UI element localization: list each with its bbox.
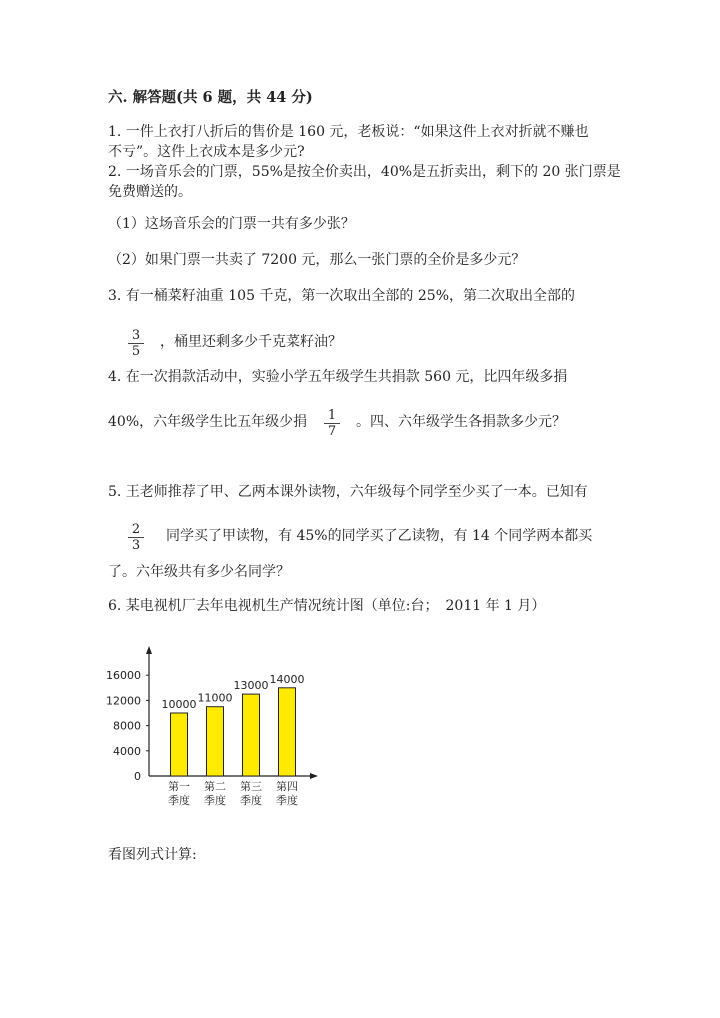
q2-sub1: （1）这场音乐会的门票一共有多少张？ (108, 216, 355, 232)
x-tick-label: 第二 (204, 780, 226, 793)
q4-fraction-denominator: 7 (327, 424, 337, 439)
bar-chart (100, 636, 340, 816)
bar-data-label: 11000 (197, 691, 233, 705)
section-title: 六. 解答题(共 6 题，共 44 分) (108, 89, 313, 106)
q6-line1: 6. 某电视机厂去年电视机生产情况统计图（单位:台； 2011 年 1 月） (108, 598, 546, 614)
y-axis-arrow (146, 646, 152, 654)
x-tick-label: 季度 (276, 794, 298, 807)
q4-line1: 4. 在一次捐款活动中，实验小学五年级学生共捐款 560 元，比四年级多捐 (108, 369, 568, 385)
x-axis-arrow (310, 773, 318, 779)
q3-fraction-numerator: 3 (128, 328, 144, 344)
x-tick-label: 季度 (168, 794, 190, 807)
y-tick-label: 12000 (106, 694, 141, 708)
bar (243, 694, 260, 776)
x-tick-label: 第一 (168, 780, 190, 793)
q5-line3: 了。六年级共有多少名同学？ (108, 564, 290, 580)
x-tick-label: 第三 (240, 780, 262, 793)
q5-line2: 同学买了甲读物，有 45%的同学买了乙读物，有 14 个同学两本都买 (166, 528, 593, 544)
y-tick-label: 4000 (113, 744, 141, 758)
q4-fraction (324, 408, 340, 439)
q1-line1: 1. 一件上衣打八折后的售价是 160 元，老板说：“如果这件上衣对折就不赚也 (108, 124, 589, 140)
q6-footer: 看图列式计算: (108, 847, 197, 863)
y-tick-label: 0 (134, 770, 141, 783)
q2-line2: 免费赠送的。 (108, 184, 192, 200)
q3-fraction-denominator: 5 (131, 344, 141, 359)
q5-fraction-denominator: 3 (131, 538, 141, 553)
q5-line1: 5. 王老师推荐了甲、乙两本课外读物，六年级每个同学至少买了一本。已知有 (108, 484, 588, 500)
bar-data-label: 14000 (269, 672, 305, 686)
q5-fraction (128, 522, 144, 553)
bar (207, 707, 224, 776)
q2-line1: 2. 一场音乐会的门票，55%是按全价卖出，40%是五折卖出，剩下的 20 张门票是 (108, 164, 621, 180)
x-tick-label: 第四 (276, 780, 298, 793)
q1-line2: 不亏”。这件上衣成本是多少元? (108, 144, 305, 160)
bar-data-label: 10000 (161, 698, 197, 711)
q5-fraction-numerator: 2 (128, 522, 144, 538)
q3-fraction (128, 328, 144, 359)
y-tick-label: 8000 (113, 719, 141, 733)
bar (279, 688, 296, 776)
q4-line2b: 。四、六年级学生各捐款多少元？ (356, 414, 566, 430)
y-tick-label: 16000 (106, 669, 141, 683)
q4-fraction-numerator: 1 (324, 408, 340, 424)
x-tick-label: 季度 (240, 794, 262, 807)
bar-data-label: 13000 (233, 679, 269, 693)
q4-line2a: 40%，六年级学生比五年级少捐 (108, 414, 308, 430)
x-tick-label: 季度 (204, 794, 226, 807)
q2-sub2: （2）如果门票一共卖了 7200 元，那么一张门票的全价是多少元？ (108, 252, 526, 268)
q3-line2: ，桶里还剩多少千克菜籽油？ (160, 334, 342, 350)
bar (171, 713, 188, 776)
q3-line1: 3. 有一桶菜籽油重 105 千克，第一次取出全部的 25%，第二次取出全部的 (108, 288, 575, 304)
